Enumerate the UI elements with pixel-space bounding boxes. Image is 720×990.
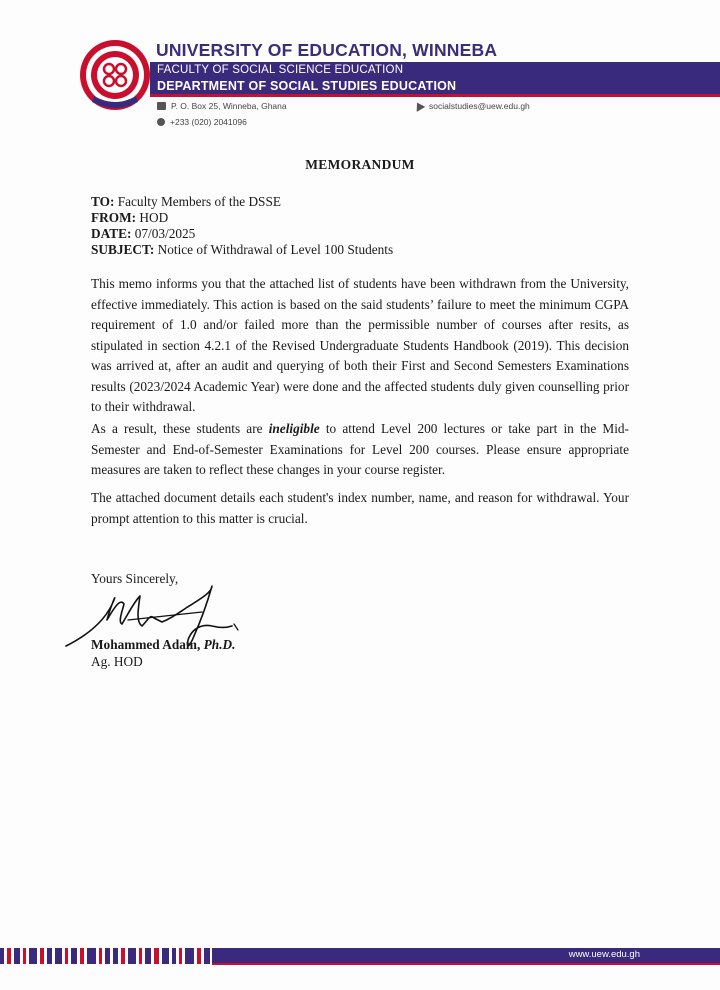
date-value: 07/03/2025 xyxy=(134,226,196,241)
mail-icon xyxy=(157,102,166,110)
paragraph-2-start: As a result, these students are xyxy=(91,421,269,436)
ineligible-emphasis: ineligible xyxy=(268,421,320,436)
footer-red-line xyxy=(212,963,720,965)
university-name: UNIVERSITY OF EDUCATION, WINNEBA xyxy=(156,40,498,60)
from-label: FROM: xyxy=(91,210,137,225)
subject-line xyxy=(91,242,393,258)
phone-text: +233 (020) 2041096 xyxy=(170,117,247,127)
signatory-name-text: Mohammed Adam, xyxy=(91,637,201,652)
paragraph-1: This memo informs you that the attached list of students have been withdrawn from the University, effective immediately. This action is based on the said students’ failure to meet the minimum CGPA requirement of 1.0 and/or failed more than the permissible number of courses after resits, as stipulated in section 4.2.1 of the Revised Undergraduate Students Handbook (2019). This decision was arrived at, after an audit and querying of both their First and Second Semesters Examinations results (2023/2024 Academic Year) were done and the affected students duly given counselling prior to their withdrawal. xyxy=(91,276,629,414)
phone-icon xyxy=(157,118,165,126)
email-text: socialstudies@uew.edu.gh xyxy=(429,101,530,111)
footer-website: www.uew.edu.gh xyxy=(568,949,640,960)
address-text: P. O. Box 25, Winneba, Ghana xyxy=(171,101,287,111)
faculty-name: FACULTY OF SOCIAL SCIENCE EDUCATION xyxy=(157,64,404,76)
from-value: HOD xyxy=(139,210,169,225)
date-label: DATE: xyxy=(91,226,132,241)
to-line xyxy=(91,194,281,210)
university-crest-icon xyxy=(78,38,152,112)
paragraph-3: The attached document details each student's index number, name, and reason for withdrawal. Your prompt attention to this matter is crucial. xyxy=(91,490,629,526)
paragraph-2-end: to attend Level 200 lectures or take part in the Mid-Semester and End-of-Semester Examinations for Level 200 courses. Please ensure appropriate measures are taken to reflect these changes in your course register. xyxy=(91,421,629,477)
from-line xyxy=(91,210,168,226)
phone-line xyxy=(157,117,247,127)
send-icon xyxy=(413,100,426,112)
department-name: DEPARTMENT OF SOCIAL STUDIES EDUCATION xyxy=(157,79,457,93)
to-label: TO: xyxy=(91,194,115,209)
footer-stripes xyxy=(0,948,210,964)
paragraph-2 xyxy=(91,419,629,481)
address-line xyxy=(157,101,287,111)
to-value: Faculty Members of the DSSE xyxy=(117,194,281,209)
signatory-name xyxy=(91,637,235,653)
header-red-line xyxy=(150,94,720,97)
date-line xyxy=(91,226,195,242)
email-line xyxy=(414,101,530,111)
signatory-degree: Ph.D. xyxy=(203,637,236,652)
footer-band xyxy=(212,948,720,964)
closing-text: Yours Sincerely, xyxy=(91,571,179,586)
subject-label: SUBJECT: xyxy=(91,242,155,257)
signatory-title: Ag. HOD xyxy=(91,654,143,669)
memo-title: MEMORANDUM xyxy=(305,157,415,172)
subject-value: Notice of Withdrawal of Level 100 Students xyxy=(157,242,394,257)
